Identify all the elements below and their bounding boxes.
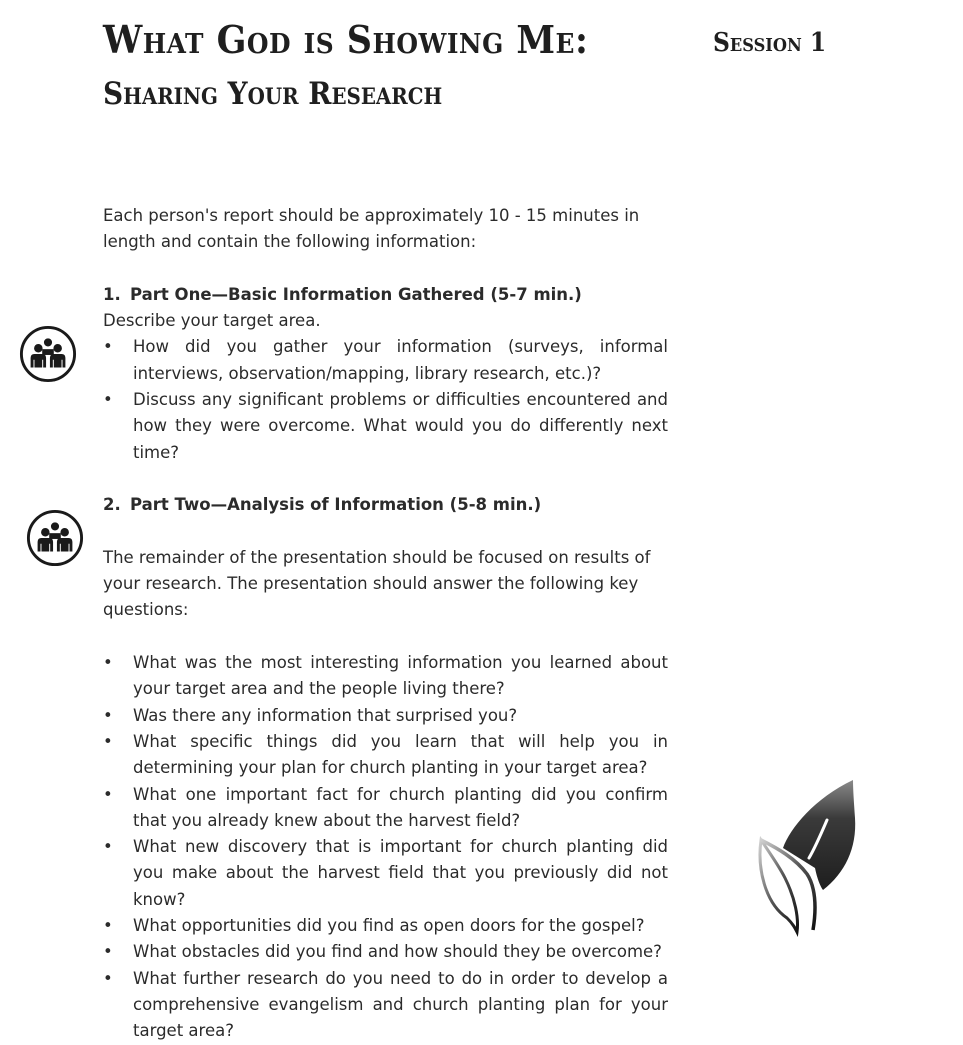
part-one-number: 1. — [103, 284, 121, 304]
list-item: • What specific things did you learn that will help you in determining your plan for church planting in your target area? — [103, 729, 668, 782]
list-item: • What new discovery that is important for church planting did you make about the harvest field that you previously did not know? — [103, 834, 668, 913]
list-item: • What obstacles did you find and how should they be overcome? — [103, 939, 668, 965]
part-two-title: Part Two—Analysis of Information (5-8 min.) — [130, 495, 542, 515]
part-two-description: The remainder of the presentation should be focused on results of your research. The presentation should answer the following key questions: — [103, 547, 651, 620]
list-item: • What further research do you need to do in order to develop a comprehensive evangelism and church planting plan for your target area? — [103, 966, 668, 1045]
list-item: • Discuss any significant problems or difficulties encountered and how they were overcome. What would you do differently next time? — [103, 387, 668, 466]
part-two-number: 2. — [103, 495, 121, 515]
group-people-icon — [19, 325, 77, 383]
part-two-heading — [103, 492, 668, 518]
list-item: • What one important fact for church planting did you confirm that you already knew about the harvest field? — [103, 782, 668, 835]
leaf-icon — [755, 778, 865, 938]
session-label: Session 1 — [713, 28, 827, 58]
group-people-icon — [26, 509, 84, 567]
list-item: • Was there any information that surprised you? — [103, 703, 668, 729]
part-one-title: Part One—Basic Information Gathered (5-7 min.) — [130, 284, 582, 304]
part-two-list — [103, 650, 668, 1044]
part-one-description: Describe your target area. — [103, 311, 321, 331]
list-item: • What was the most interesting information you learned about your target area and the people living there? — [103, 650, 668, 703]
intro-paragraph: Each person's report should be approximately 10 - 15 minutes in length and contain the following information: — [103, 206, 640, 252]
part-one-list — [103, 334, 668, 465]
page-subtitle: Sharing Your Research — [103, 76, 443, 112]
part-one-heading — [103, 282, 668, 308]
document-body — [103, 203, 668, 1045]
page-title: What God is Showing Me: — [103, 17, 589, 62]
list-item: • What opportunities did you find as open doors for the gospel? — [103, 913, 668, 939]
list-item: • How did you gather your information (surveys, informal interviews, observation/mapping, library research, etc.)? — [103, 334, 668, 387]
